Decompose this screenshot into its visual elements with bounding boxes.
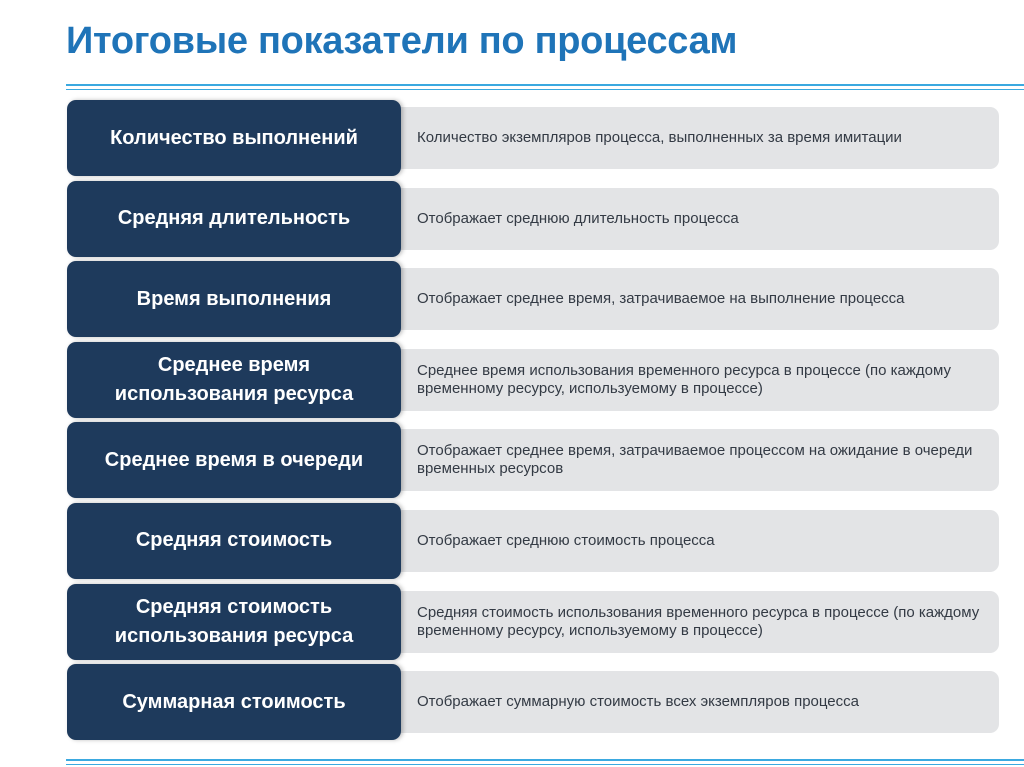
metric-label: Среднее время использования ресурса bbox=[67, 342, 401, 418]
metrics-table bbox=[67, 100, 999, 745]
metric-label: Время выполнения bbox=[67, 261, 401, 337]
metric-row bbox=[67, 503, 999, 579]
metric-label: Среднее время в очереди bbox=[67, 422, 401, 498]
metric-row bbox=[67, 422, 999, 498]
metric-row bbox=[67, 261, 999, 337]
metric-description: Количество экземпляров процесса, выполненных за время имитации bbox=[377, 107, 999, 169]
metric-label: Средняя стоимость использования ресурса bbox=[67, 584, 401, 660]
metric-label: Суммарная стоимость bbox=[67, 664, 401, 740]
title-divider bbox=[66, 84, 1024, 90]
metric-row bbox=[67, 181, 999, 257]
metric-label: Средняя стоимость bbox=[67, 503, 401, 579]
metric-description: Отображает среднюю стоимость процесса bbox=[377, 510, 999, 572]
metric-description: Отображает суммарную стоимость всех экземпляров процесса bbox=[377, 671, 999, 733]
metric-label: Количество выполнений bbox=[67, 100, 401, 176]
metric-row bbox=[67, 584, 999, 660]
metric-row bbox=[67, 664, 999, 740]
metric-row bbox=[67, 342, 999, 418]
metric-label: Средняя длительность bbox=[67, 181, 401, 257]
page-title: Итоговые показатели по процессам bbox=[66, 20, 738, 62]
metric-description: Отображает среднее время, затрачиваемое на выполнение процесса bbox=[377, 268, 999, 330]
metric-description: Отображает среднюю длительность процесса bbox=[377, 188, 999, 250]
metric-description: Среднее время использования временного ресурса в процессе (по каждому временному ресурсу, используемому в процессе) bbox=[377, 349, 999, 411]
metric-description: Отображает среднее время, затрачиваемое процессом на ожидание в очереди временных ресурсов bbox=[377, 429, 999, 491]
footer-divider bbox=[66, 759, 1024, 765]
metric-description: Средняя стоимость использования временного ресурса в процессе (по каждому временному ресурсу, используемому в процессе) bbox=[377, 591, 999, 653]
metric-row bbox=[67, 100, 999, 176]
